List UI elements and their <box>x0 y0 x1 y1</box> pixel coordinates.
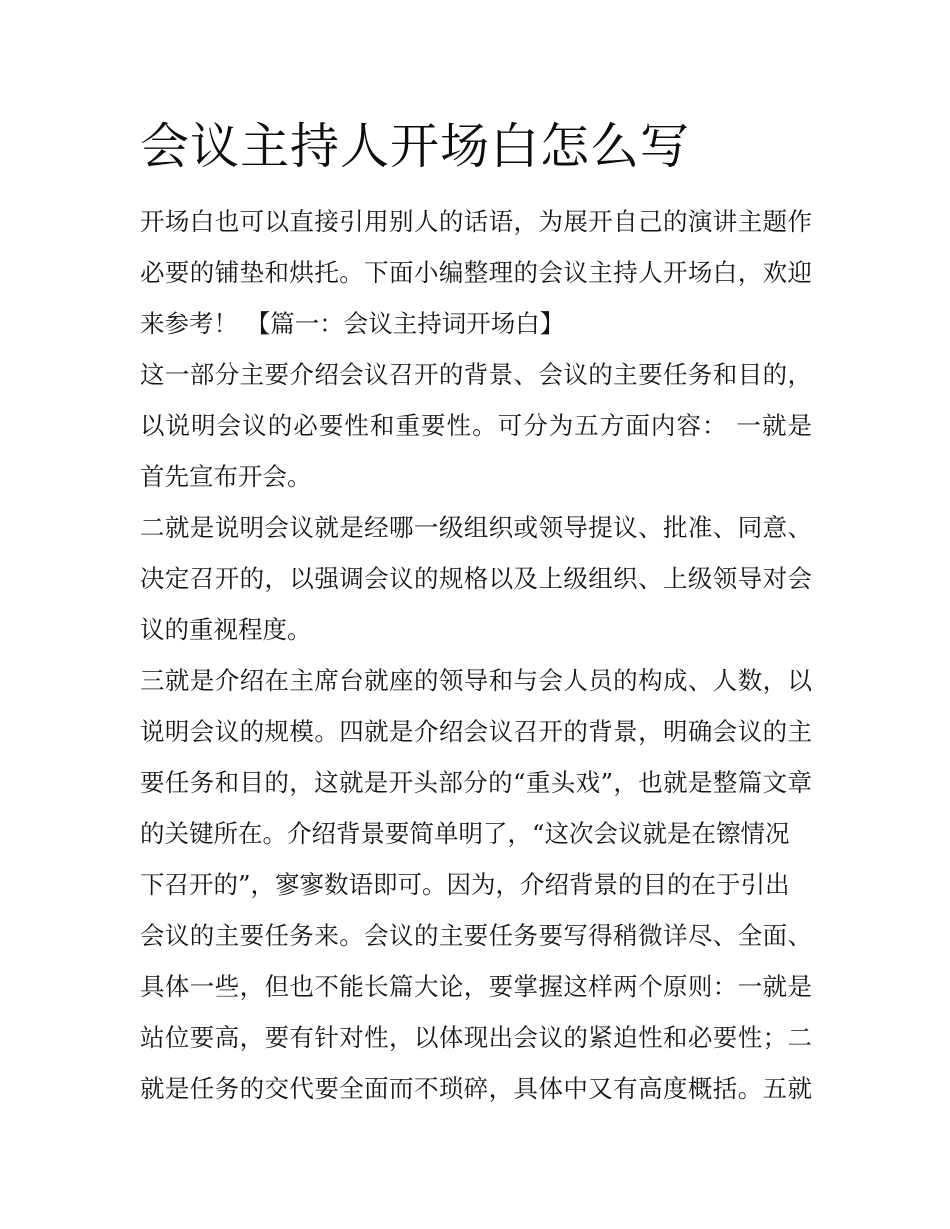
text-line: 下召开的”，寥寥数语即可。因为，介绍背景的目的在于引出 <box>140 870 790 899</box>
text-line: 站位要高，要有针对性，以体现出会议的紧迫性和必要性；二 <box>140 1023 812 1052</box>
text-line: 以说明会议的必要性和重要性。可分为五方面内容： 一就是 <box>140 411 812 440</box>
text-line: 首先宣布开会。 <box>140 462 312 491</box>
text-line: 必要的铺垫和烘托。下面小编整理的会议主持人开场白，欢迎 <box>140 258 812 287</box>
text-line: 这一部分主要介绍会议召开的背景、会议的主要任务和目的， <box>140 360 812 389</box>
text-line: 议的重视程度。 <box>140 615 312 644</box>
text-line: 二就是说明会议就是经哪一级组织或领导提议、批准、同意、 <box>140 513 812 542</box>
text-line: 具体一些，但也不能长篇大论，要掌握这样两个原则：一就是 <box>140 972 812 1001</box>
text-line: 来参考！ 【篇一：会议主持词开场白】 <box>140 309 565 338</box>
body-text <box>140 196 812 1114</box>
text-line: 会议的主要任务来。会议的主要任务要写得稍微详尽、全面、 <box>140 921 812 950</box>
text-line: 说明会议的规模。四就是介绍会议召开的背景，明确会议的主 <box>140 717 812 746</box>
text-line: 三就是介绍在主席台就座的领导和与会人员的构成、人数，以 <box>140 666 812 695</box>
text-line: 决定召开的，以强调会议的规格以及上级组织、上级领导对会 <box>140 564 812 593</box>
text-line: 开场白也可以直接引用别人的话语，为展开自己的演讲主题作 <box>140 207 812 236</box>
text-line: 要任务和目的，这就是开头部分的“重头戏”，也就是整篇文章 <box>140 768 812 797</box>
text-line: 就是任务的交代要全面而不琐碎，具体中又有高度概括。五就 <box>140 1074 812 1103</box>
page-title: 会议主持人开场白怎么写 <box>140 118 691 175</box>
text-line: 的关键所在。介绍背景要简单明了，“这次会议就是在镲情况 <box>140 819 790 848</box>
